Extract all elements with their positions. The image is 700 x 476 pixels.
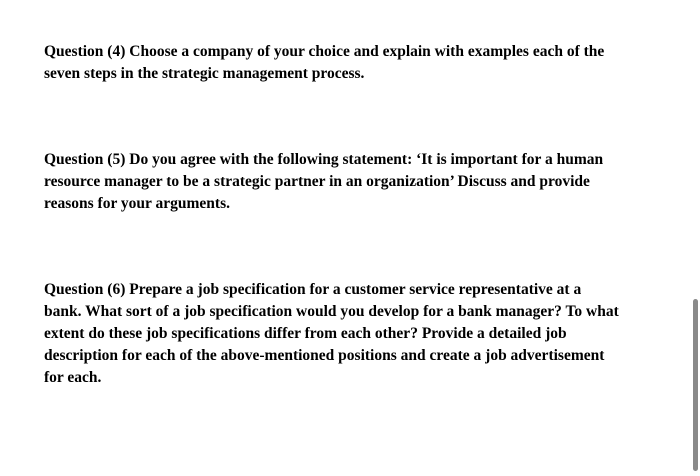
question-6-line-5: for each. (44, 369, 102, 386)
question-6-line-3: extent do these job specifications differ from each other? Provide a detailed job (44, 325, 567, 342)
question-6 (44, 279, 664, 389)
question-4 (44, 41, 664, 85)
question-6-line-2: bank. What sort of a job specification would you develop for a bank manager? To what (44, 303, 619, 320)
question-4-line-2: seven steps in the strategic management process. (44, 65, 365, 82)
vertical-scrollbar[interactable] (688, 0, 700, 476)
question-6-line-4: description for each of the above-mentioned positions and create a job advertisement (44, 347, 605, 364)
question-5-line-3: reasons for your arguments. (44, 195, 230, 212)
question-5-line-2: resource manager to be a strategic partner in an organization’ Discuss and provide (44, 173, 590, 190)
question-5-line-1: Question (5) Do you agree with the following statement: ‘It is important for a human (44, 151, 604, 168)
question-6-line-1: Question (6) Prepare a job specification for a customer service representative at a (44, 281, 582, 298)
scrollbar-thumb[interactable] (693, 299, 698, 471)
question-4-line-1: Question (4) Choose a company of your choice and explain with examples each of the (44, 43, 605, 60)
question-5 (44, 149, 664, 215)
